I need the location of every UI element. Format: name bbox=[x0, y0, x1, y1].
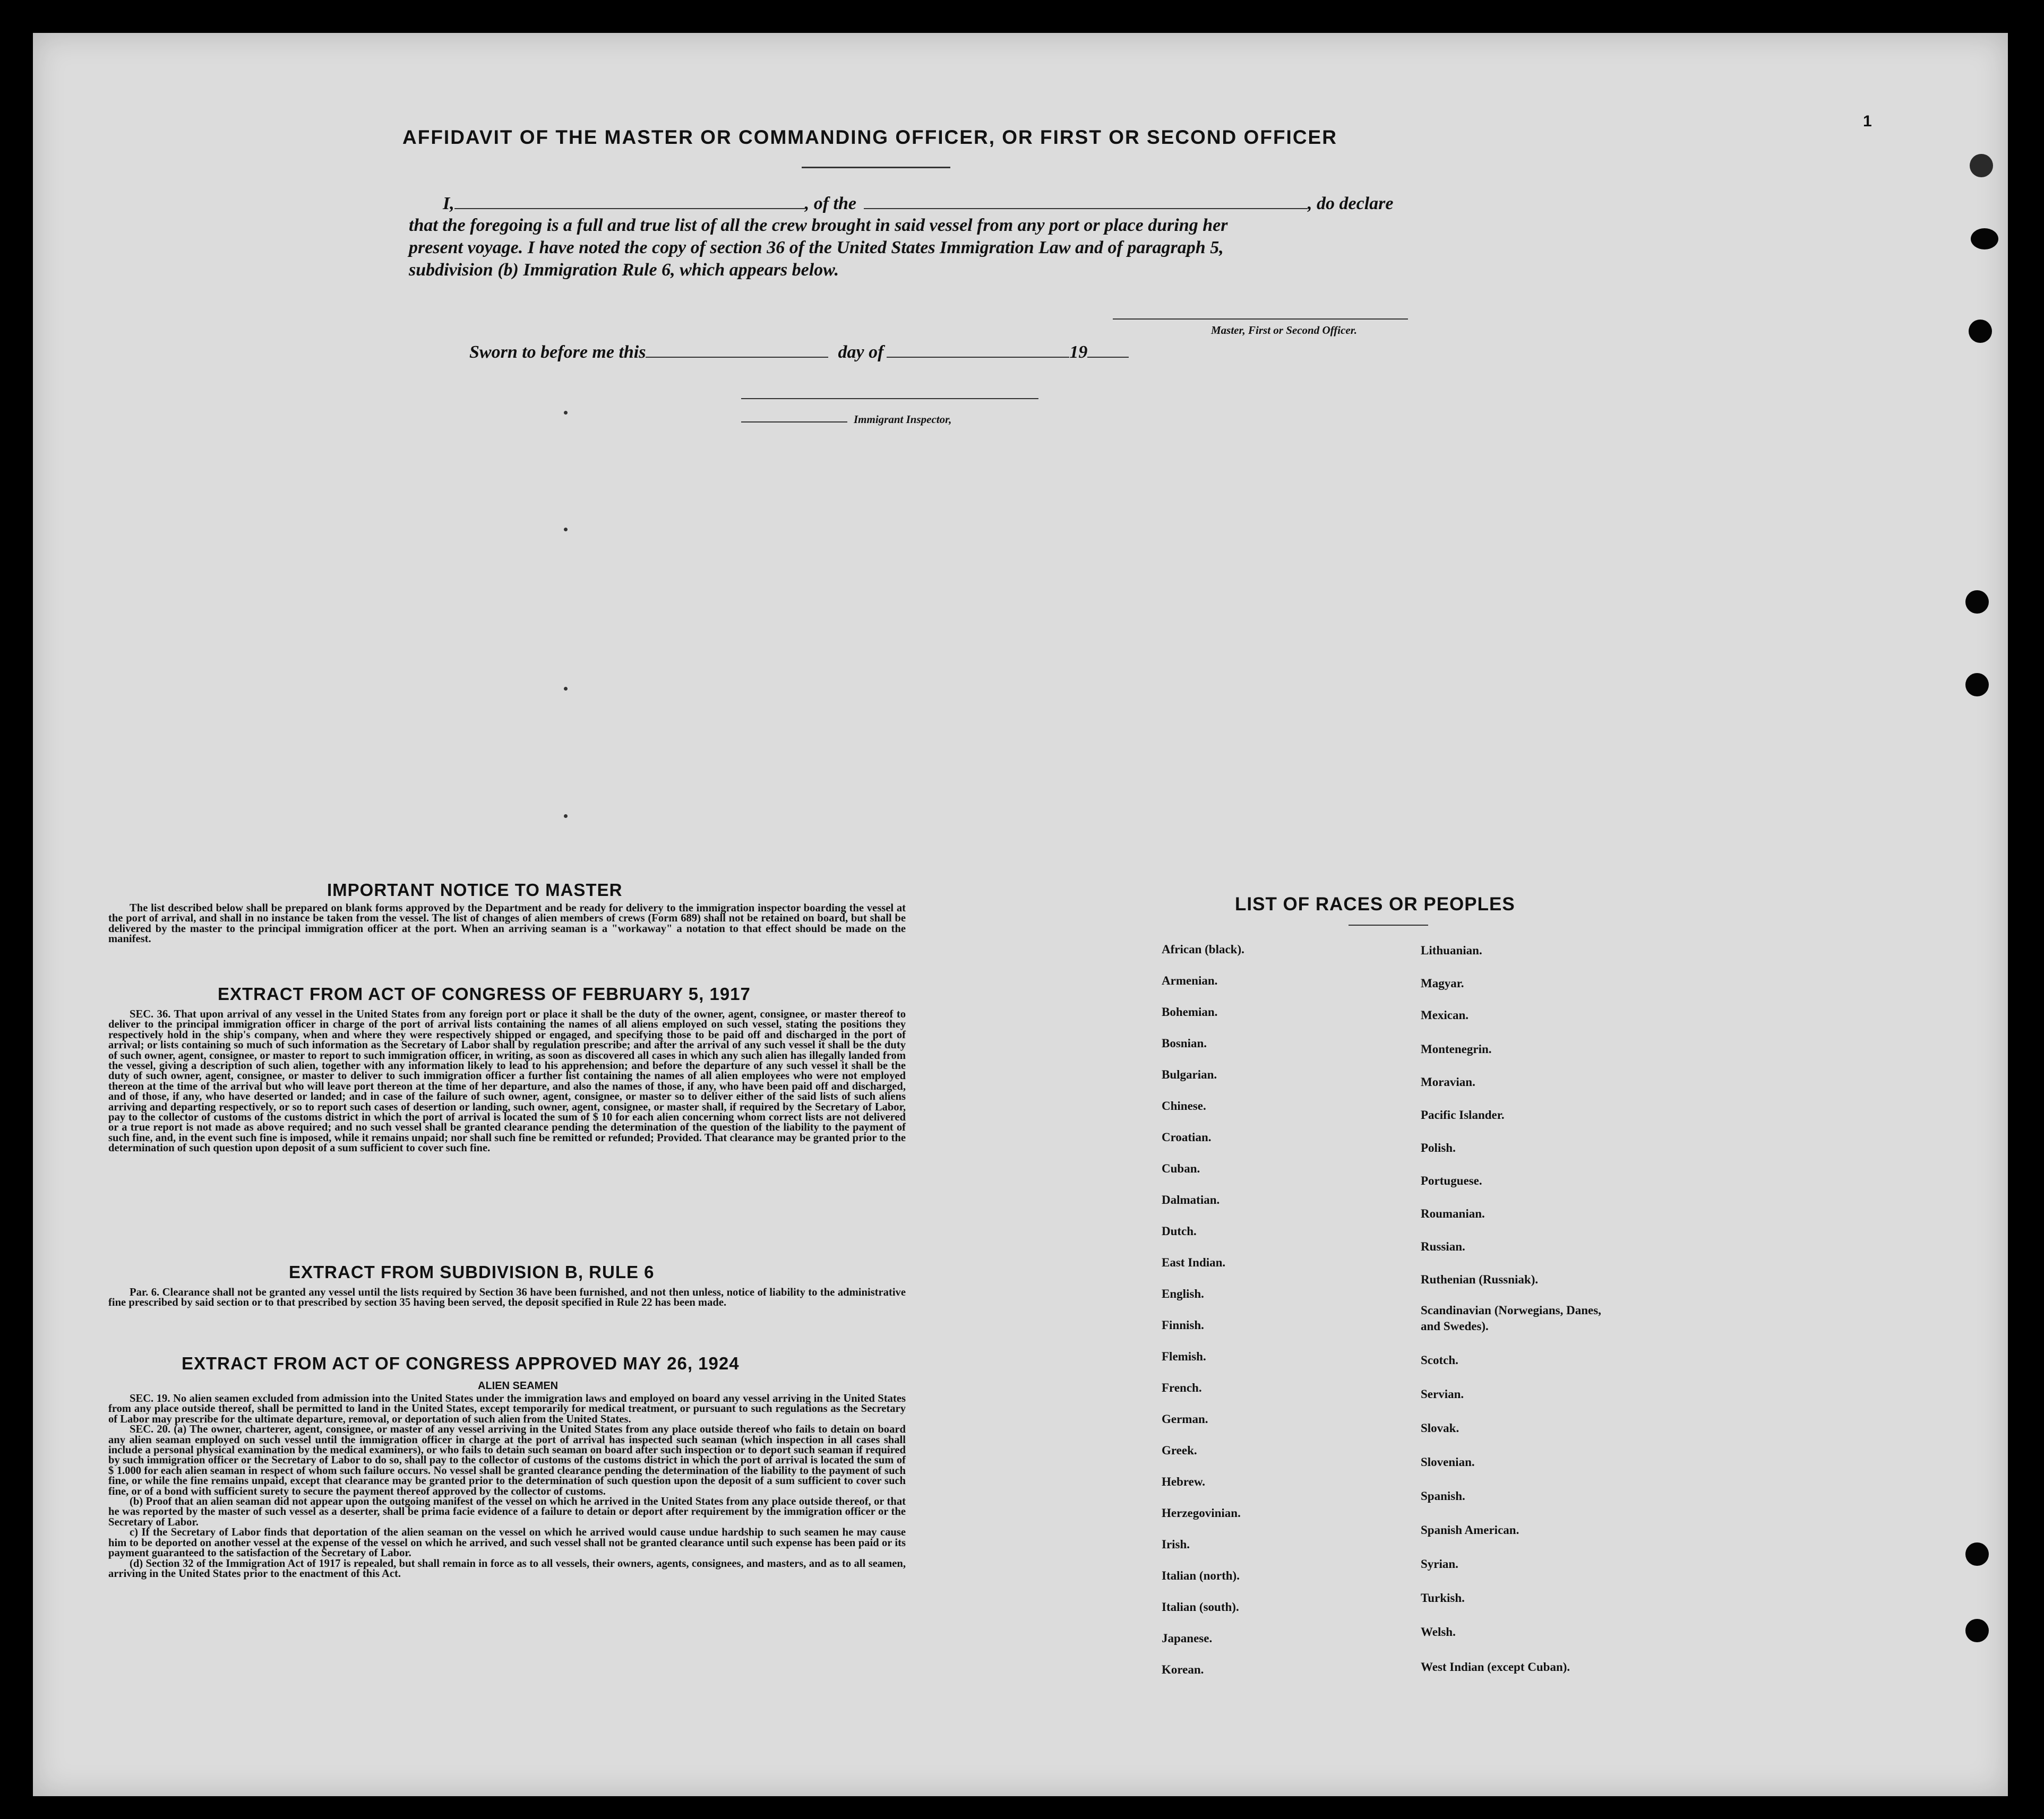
race-right-item: West Indian (except Cuban). bbox=[1421, 1660, 1570, 1674]
race-right-item: Servian. bbox=[1421, 1387, 1464, 1401]
print-mark bbox=[564, 814, 568, 818]
master-signature-line[interactable] bbox=[1113, 318, 1408, 320]
race-right-item: Scandinavian (Norwegians, Danes, and Swedes). bbox=[1421, 1304, 1601, 1333]
race-left-item: Irish. bbox=[1162, 1538, 1190, 1551]
title-underline bbox=[802, 167, 950, 168]
extract-1917-title: EXTRACT FROM ACT OF CONGRESS OF FEBRUARY 5, 1917 bbox=[218, 984, 751, 1004]
punch-hole bbox=[1965, 1619, 1989, 1642]
race-right-item: Portuguese. bbox=[1421, 1174, 1482, 1187]
race-right-item: Welsh. bbox=[1421, 1625, 1456, 1639]
race-right-item: Polish. bbox=[1421, 1141, 1456, 1154]
race-left-item: Dutch. bbox=[1162, 1225, 1197, 1238]
year-prefix: 19 bbox=[1069, 342, 1088, 362]
notice-body bbox=[108, 903, 906, 945]
race-left-item: English. bbox=[1162, 1287, 1204, 1300]
master-signature-caption: Master, First or Second Officer. bbox=[1211, 324, 1357, 337]
race-left-item: Herzegovinian. bbox=[1162, 1506, 1241, 1520]
races-title: LIST OF RACES OR PEOPLES bbox=[1235, 894, 1515, 915]
race-right-item: Pacific Islander. bbox=[1421, 1108, 1505, 1122]
alien-seamen-subtitle: ALIEN SEAMEN bbox=[478, 1380, 559, 1392]
declarant-prefix: I, bbox=[443, 194, 454, 213]
race-left-item: Italian (south). bbox=[1162, 1600, 1239, 1614]
extract-1917-body bbox=[108, 1010, 906, 1154]
race-left-item: African (black). bbox=[1162, 943, 1244, 956]
extract-rule6-title: EXTRACT FROM SUBDIVISION B, RULE 6 bbox=[289, 1262, 655, 1282]
punch-hole bbox=[1971, 228, 1998, 249]
race-left-item: Bosnian. bbox=[1162, 1037, 1207, 1050]
sworn-month-field[interactable] bbox=[887, 341, 1069, 358]
race-left-item: Cuban. bbox=[1162, 1162, 1200, 1175]
affidavit-line-1 bbox=[409, 192, 1393, 215]
races-title-underline bbox=[1349, 925, 1428, 926]
print-mark bbox=[564, 687, 568, 691]
sworn-text: Sworn to before me this bbox=[469, 342, 646, 362]
print-mark bbox=[564, 411, 568, 415]
extract-1924-paragraph: (d) Section 32 of the Immigration Act of 1917 is repealed, but shall remain in force as to all vessels, their owners, agents, consignees, and masters, and as to all seamen, arriving in the United States prior to the enactment of this Act. bbox=[108, 1557, 906, 1580]
race-right-item: Mexican. bbox=[1421, 1008, 1469, 1022]
race-right-item: Slovenian. bbox=[1421, 1455, 1475, 1469]
affidavit-title: AFFIDAVIT OF THE MASTER OR COMMANDING OFFICER, OR FIRST OR SECOND OFFICER bbox=[402, 126, 1337, 148]
extract-1924-body bbox=[108, 1394, 906, 1579]
race-right-item: Russian. bbox=[1421, 1240, 1465, 1253]
notice-title: IMPORTANT NOTICE TO MASTER bbox=[327, 880, 623, 900]
extract-1924-paragraph: (b) Proof that an alien seaman did not appear upon the outgoing manifest of the vessel on which he arrived in the United States from any place outside thereof, or that he was reported by the master of such vessel as a deserter, shall be prima facie evidence of a failure to detain or deport after requirement by the immigration officer or the Secretary of Labor. bbox=[108, 1496, 906, 1528]
sworn-line bbox=[469, 341, 1129, 364]
race-left-item: Bulgarian. bbox=[1162, 1068, 1217, 1081]
form-sheet bbox=[33, 33, 2008, 1796]
extract-1924-paragraph: SEC. 20. (a) The owner, charterer, agent, consignee, or master of any vessel arriving in the United States from any place outside thereof who fails to detain on board any alien seaman employed on such vessel until the immigration officer in charge at the port of arrival has inspected such seaman (which inspection in all cases shall include a personal physical examination by the medical examiners), or who fails to detain such seaman on board after such inspection or to deport such seaman if required by such immigration officer or the Secretary of Labor to do so, shall pay to the collector of customs of the customs district in which the port of arrival is located the sum of $ 1.000 for each alien seaman in respect of whom such failure occurs. No vessel shall be granted clearance pending the determination of the liability to the payment of such fine, or while the fine remains unpaid, except that clearance may be granted prior to the determination of such question upon the deposit of a sum sufficient to cover such fine, or of a bond with sufficient surety to secure the payment thereof approved by the collector of customs. bbox=[108, 1424, 906, 1497]
sworn-year-field[interactable] bbox=[1087, 341, 1129, 358]
extract-rule6-body bbox=[108, 1288, 906, 1308]
race-left-item: Italian (north). bbox=[1162, 1569, 1240, 1582]
extract-1924-title: EXTRACT FROM ACT OF CONGRESS APPROVED MAY 26, 1924 bbox=[182, 1354, 740, 1373]
notice-text: The list described below shall be prepared on blank forms approved by the Department and be ready for delivery to the immigration inspector boarding the vessel at the port of arrival, and shall in no instance be taken from the vessel. The list of changes of alien members of crews (Form 689) shall not be retained on board, but shall be delivered by the master to the principal immigration officer at the port. When an arriving seaman is a "workaway" a notation to that effect should be made on the manifest. bbox=[108, 902, 906, 945]
vessel-name-field[interactable] bbox=[864, 192, 1308, 209]
race-left-item: Flemish. bbox=[1162, 1350, 1206, 1363]
race-left-item: Korean. bbox=[1162, 1663, 1204, 1676]
do-declare-text: , do declare bbox=[1308, 194, 1394, 213]
race-left-item: Chinese. bbox=[1162, 1099, 1206, 1113]
race-right-item: Moravian. bbox=[1421, 1075, 1475, 1089]
race-right-item: Spanish American. bbox=[1421, 1523, 1519, 1537]
day-of-text: day of bbox=[838, 342, 884, 362]
affidavit-line-2: that the foregoing is a full and true list of all the crew brought in said vessel from any port or place during her bbox=[409, 215, 1228, 235]
race-right-item: Syrian. bbox=[1421, 1557, 1458, 1571]
page-corner-mark: 1 bbox=[1863, 113, 1872, 130]
race-right-item: Scotch. bbox=[1421, 1354, 1458, 1367]
print-mark bbox=[564, 528, 568, 531]
race-left-item: Japanese. bbox=[1162, 1632, 1213, 1645]
extract-1924-paragraph: SEC. 19. No alien seamen excluded from admission into the United States under the immigration laws and employed on board any vessel arriving in the United States from any place outside thereof, shall be permitted to land in the United States, except temporarily for medical treatment, or pursuant to such regulations as the Secretary of Labor may prescribe for the ultimate departure, removal, or deportation of such alien from the United States. bbox=[108, 1393, 906, 1425]
race-left-item: Hebrew. bbox=[1162, 1475, 1205, 1488]
race-left-item: French. bbox=[1162, 1381, 1202, 1394]
race-right-item: Lithuanian. bbox=[1421, 944, 1482, 957]
of-the-text: , of the bbox=[804, 194, 857, 213]
race-right-item: Turkish. bbox=[1421, 1591, 1465, 1605]
punch-hole bbox=[1965, 673, 1989, 696]
race-right-item: Roumanian. bbox=[1421, 1207, 1485, 1220]
race-right-item: Montenegrin. bbox=[1421, 1042, 1492, 1056]
race-left-item: Dalmatian. bbox=[1162, 1193, 1220, 1206]
declarant-name-field[interactable] bbox=[454, 192, 805, 209]
affidavit-line-4: subdivision (b) Immigration Rule 6, which appears below. bbox=[409, 260, 839, 280]
extract-1917-text: SEC. 36. That upon arrival of any vessel in the United States from any foreign port or place it shall be the duty of the owner, agent, consignee, or master thereof to deliver to the principal immigration officer in charge of the port of arrival lists containing the names of all aliens employed on such vessel, stating the positions they respectively hold in the ship's company, when and where they were respectively shipped or engaged, and specifying those to be paid off and discharged in the port of arrival; or lists containing so much of such information as the Secretary of Labor shall by regulation prescribe; and after the arrival of any such vessel it shall be the duty of such owner, agent, consignee, or master to report to such immigration officer, in writing, as soon as discovered all cases in which any such alien has illegally landed from the vessel, giving a description of such alien, together with any information likely to lead to his apprehension; and before the departure of any such vessel it shall be the duty of such owner, agent, consignee, or master to deliver to such immigration officer a further list containing the names of all alien employees who were not employed thereon at the time of the arrival but who will leave port thereon at the time of her departure, and also the names of those, if any, who have been paid off and discharged, and of those, if any, who have deserted or landed; and in case of the failure of such owner, agent, consignee, or master so to deliver either of the said lists of such aliens arriving and departing respectively, or so to report such cases of desertion or landing, such owner, agent, consignee, or master shall, if required by the Secretary of Labor, pay to the collector of customs of the customs district in which the port of arrival is located the sum of $ 10 for each alien concerning whom correct lists are not delivered or a true report is not made as above required; and no such vessel shall be granted clearance pending the determination of the question of the liability to the payment of such fine, and, in the event such fine is imposed, while it remains unpaid; nor shall such fine be remitted or refunded; Provided. That clearance may be granted prior to the determination of such question upon deposit of a sum sufficient to cover such fine. bbox=[108, 1008, 906, 1154]
race-right-item: Ruthenian (Russniak). bbox=[1421, 1273, 1539, 1286]
race-left-item: Croatian. bbox=[1162, 1131, 1212, 1144]
race-left-item: Finnish. bbox=[1162, 1318, 1204, 1332]
inspector-signature-line[interactable] bbox=[741, 398, 1038, 399]
punch-hole bbox=[1970, 154, 1993, 177]
inspector-caption-rule bbox=[741, 421, 847, 423]
sworn-day-field[interactable] bbox=[646, 341, 828, 358]
affidavit-line-3: present voyage. I have noted the copy of section 36 of the United States Immigration Law and of paragraph 5, bbox=[409, 238, 1224, 257]
extract-1924-paragraph: c) If the Secretary of Labor finds that deportation of the alien seaman on the vessel on which he arrived would cause undue hardship to such seamen he may cause him to be deported on another vessel at the expense of the vessel on which he arrived, and such vessel shall not be granted clearance until such expense has been paid or its payment guaranteed to the satisfaction of the Secretary of Labor. bbox=[108, 1527, 906, 1559]
race-left-item: Armenian. bbox=[1162, 974, 1218, 987]
extract-rule6-text: Par. 6. Clearance shall not be granted any vessel until the lists required by Section 36 have been furnished, and not then unless, notice of liability to the administrative fine prescribed by said section or to that prescribed by section 35 having been served, the deposit specified in Rule 22 has been made. bbox=[108, 1287, 906, 1309]
race-left-item: Bohemian. bbox=[1162, 1005, 1218, 1019]
race-left-item: Greek. bbox=[1162, 1444, 1197, 1457]
inspector-caption: Immigrant Inspector, bbox=[854, 413, 952, 426]
punch-hole bbox=[1965, 590, 1989, 614]
race-right-item: Magyar. bbox=[1421, 977, 1464, 990]
race-left-item: German. bbox=[1162, 1412, 1208, 1426]
race-right-item: Spanish. bbox=[1421, 1489, 1465, 1503]
race-left-item: East Indian. bbox=[1162, 1256, 1226, 1269]
punch-hole bbox=[1969, 320, 1992, 343]
race-right-item: Slovak. bbox=[1421, 1421, 1459, 1435]
punch-hole bbox=[1965, 1542, 1989, 1566]
